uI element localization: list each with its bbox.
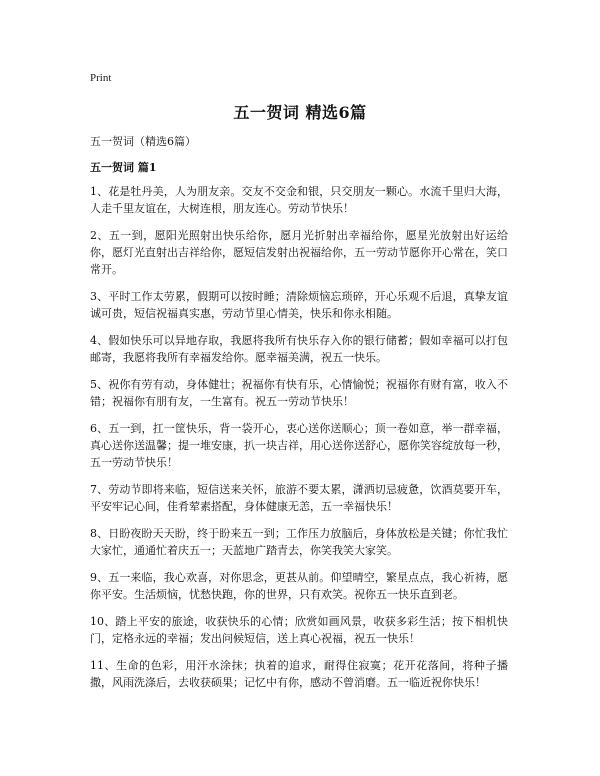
paragraph-8: 8、日盼夜盼天天盼，终于盼来五一到；工作压力放脑后，身体放松是关键；你忙我忙大家忙，通通忙着庆五一；天蓝地广踏青去，你笑我笑大家笑。 bbox=[90, 527, 508, 557]
paragraph-2: 2、五一到，愿阳光照射出快乐给你，愿月光折射出幸福给你，愿星光放射出好运给你，愿灯光直射出吉祥给你，愿短信发射出祝福给你，五一劳动节愿你开心常在，笑口常开。 bbox=[90, 229, 508, 276]
document-title: 五一贺词 精选6篇 bbox=[233, 103, 367, 122]
paragraph-11: 11、生命的色彩，用汗水涂抹；执着的追求，耐得住寂寞；花开花落间，将种子播撒，风雨洗涤后，去收获硕果；记忆中有你，感动不曾消磨。五一临近祝你快乐！ bbox=[90, 659, 508, 689]
paragraph-10: 10、踏上平安的旅途，收获快乐的心情；欣赏如画风景，收获多彩生活；按下相机快门，定格永远的幸福；发出问候短信，送上真心祝福，祝五一快乐！ bbox=[90, 615, 508, 645]
paragraph-4: 4、假如快乐可以异地存取，我愿将我所有快乐存入你的银行储蓄；假如幸福可以打包邮寄，我愿将我所有幸福发给你。愿幸福美满，祝五一快乐。 bbox=[90, 334, 508, 364]
paragraph-1: 1、花是牡丹美，人为朋友亲。交友不交金和银，只交朋友一颗心。水流千里归大海，人走千里友谊在，大树连根，朋友连心。劳动节快乐！ bbox=[90, 185, 508, 215]
document-subtitle: 五一贺词（精选6篇） bbox=[90, 135, 196, 148]
paragraph-5: 5、祝你有劳有动，身体健壮；祝福你有快有乐，心情愉悦；祝福你有财有富，收入不错；祝福你有朋有友，一生富有。祝五一劳动节快乐！ bbox=[90, 378, 508, 408]
paragraph-9: 9、五一来临，我心欢喜，对你思念，更甚从前。仰望晴空，繁星点点，我心祈祷，愿你平安。生活烦恼，忧愁快跑，你的世界，只有欢笑。祝你五一快乐直到老。 bbox=[90, 571, 508, 601]
paragraph-7: 7、劳动节即将来临，短信送来关怀，旅游不要太累，潇洒切忌疲惫，饮酒莫要开车，平安牢记心间，佳肴荤素搭配，身体健康无恙，五一幸福快乐！ bbox=[90, 483, 508, 513]
section-heading: 五一贺词 篇1 bbox=[90, 161, 157, 174]
print-label[interactable]: Print bbox=[90, 72, 112, 84]
paragraph-3: 3、平时工作太劳累，假期可以按时睡；清除烦恼忘琐碎，开心乐观不后退，真挚友谊诚可贵，短信祝福真实惠，劳动节里心情美，快乐和你永相随。 bbox=[90, 290, 508, 320]
document-body bbox=[90, 133, 508, 701]
paragraph-6: 6、五一到，扛一筐快乐，背一袋开心，衷心送你送顺心；顶一卷如意，举一群幸福，真心送你送温馨；提一堆安康，扒一块吉祥，用心送你送舒心，愿你笑容绽放每一秒，五一劳动节快乐！ bbox=[90, 422, 508, 469]
